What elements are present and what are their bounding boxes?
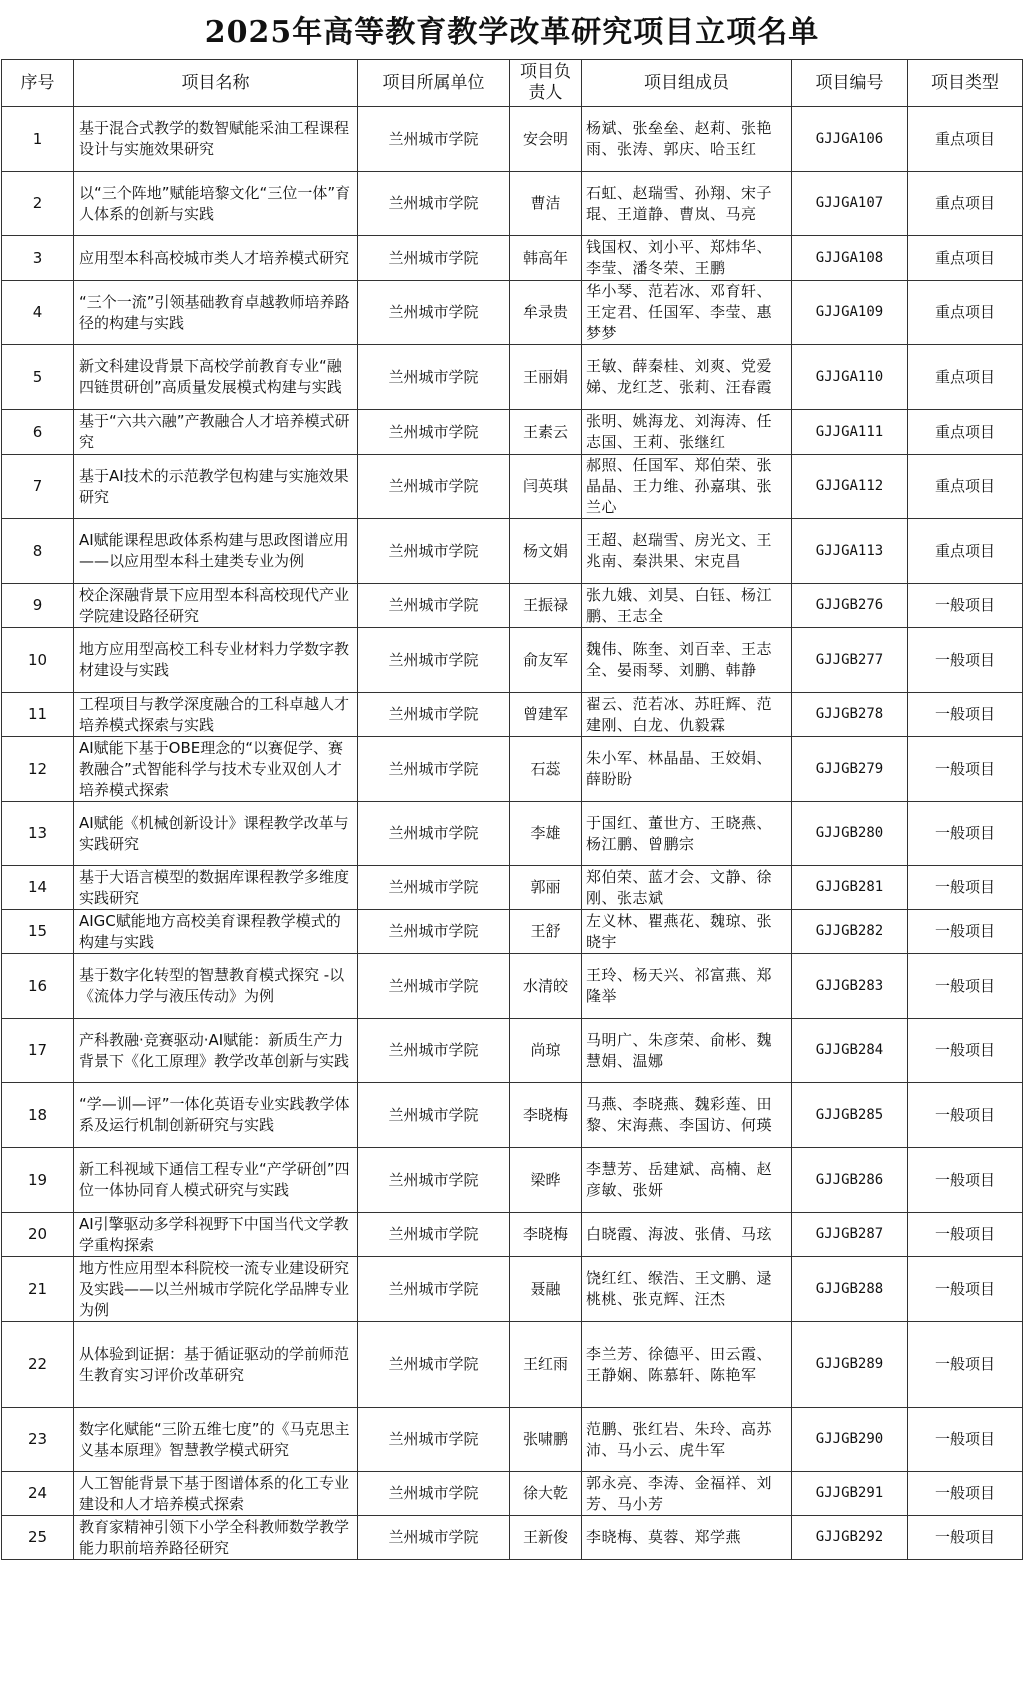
cell-project-name: 新文科建设背景下高校学前教育专业“融四链贯研创”高质量发展模式构建与实践 xyxy=(74,345,358,410)
cell-project-type: 一般项目 xyxy=(908,910,1023,954)
cell-project-name: AI赋能课程思政体系构建与思政图谱应用——以应用型本科土建类专业为例 xyxy=(74,519,358,584)
cell-unit: 兰州城市学院 xyxy=(358,1019,510,1083)
table-body xyxy=(2,107,1023,1560)
cell-unit: 兰州城市学院 xyxy=(358,107,510,172)
cell-no: 14 xyxy=(2,866,74,910)
cell-project-type: 重点项目 xyxy=(908,519,1023,584)
cell-project-code: GJJGA113 xyxy=(792,519,908,584)
cell-project-code: GJJGB279 xyxy=(792,737,908,802)
table-row xyxy=(2,1408,1023,1472)
cell-project-type: 重点项目 xyxy=(908,345,1023,410)
cell-no: 12 xyxy=(2,737,74,802)
cell-unit: 兰州城市学院 xyxy=(358,737,510,802)
header-leader: 项目负责人 xyxy=(510,60,582,107)
cell-leader: 王振禄 xyxy=(510,584,582,628)
cell-project-type: 重点项目 xyxy=(908,410,1023,455)
cell-unit: 兰州城市学院 xyxy=(358,281,510,345)
cell-leader: 安会明 xyxy=(510,107,582,172)
cell-no: 18 xyxy=(2,1083,74,1148)
table-row xyxy=(2,1257,1023,1322)
cell-leader: 李晓梅 xyxy=(510,1213,582,1257)
header-name: 项目名称 xyxy=(74,60,358,107)
cell-unit: 兰州城市学院 xyxy=(358,345,510,410)
cell-project-code: GJJGB282 xyxy=(792,910,908,954)
cell-no: 21 xyxy=(2,1257,74,1322)
cell-no: 22 xyxy=(2,1322,74,1408)
cell-members: 范鹏、张红岩、朱玲、高苏沛、马小云、虎牛军 xyxy=(582,1408,792,1472)
cell-unit: 兰州城市学院 xyxy=(358,866,510,910)
cell-project-name: AI赋能下基于OBE理念的“以赛促学、赛教融合”式智能科学与技术专业双创人才培养模式探索 xyxy=(74,737,358,802)
cell-no: 16 xyxy=(2,954,74,1019)
cell-project-type: 一般项目 xyxy=(908,802,1023,866)
table-row xyxy=(2,281,1023,345)
table-row xyxy=(2,866,1023,910)
table-row xyxy=(2,455,1023,519)
table-row xyxy=(2,910,1023,954)
table-row xyxy=(2,345,1023,410)
cell-project-type: 一般项目 xyxy=(908,737,1023,802)
cell-project-type: 一般项目 xyxy=(908,584,1023,628)
table-row xyxy=(2,693,1023,737)
cell-project-name: AIGC赋能地方高校美育课程教学模式的构建与实践 xyxy=(74,910,358,954)
cell-leader: 石蕊 xyxy=(510,737,582,802)
cell-no: 8 xyxy=(2,519,74,584)
cell-members: 于国红、董世方、王晓燕、杨江鹏、曾鹏宗 xyxy=(582,802,792,866)
cell-leader: 王红雨 xyxy=(510,1322,582,1408)
cell-project-name: 产科教融·竞赛驱动·AI赋能：新质生产力背景下《化工原理》教学改革创新与实践 xyxy=(74,1019,358,1083)
cell-no: 23 xyxy=(2,1408,74,1472)
cell-unit: 兰州城市学院 xyxy=(358,410,510,455)
cell-members: 张明、姚海龙、刘海涛、任志国、王莉、张继红 xyxy=(582,410,792,455)
cell-no: 1 xyxy=(2,107,74,172)
header-unit: 项目所属单位 xyxy=(358,60,510,107)
table-row xyxy=(2,519,1023,584)
cell-project-code: GJJGA109 xyxy=(792,281,908,345)
cell-no: 24 xyxy=(2,1472,74,1516)
header-row xyxy=(2,60,1023,107)
cell-members: 李晓梅、莫蓉、郑学燕 xyxy=(582,1516,792,1560)
header-type: 项目类型 xyxy=(908,60,1023,107)
cell-members: 翟云、范若冰、苏旺辉、范建刚、白龙、仇毅霖 xyxy=(582,693,792,737)
cell-project-type: 一般项目 xyxy=(908,1257,1023,1322)
cell-members: 郭永亮、李涛、金福祥、刘芳、马小芳 xyxy=(582,1472,792,1516)
cell-project-code: GJJGB288 xyxy=(792,1257,908,1322)
cell-members: 马燕、李晓燕、魏彩莲、田黎、宋海燕、李国访、何瑛 xyxy=(582,1083,792,1148)
cell-project-name: 教育家精神引领下小学全科教师数学教学能力职前培养路径研究 xyxy=(74,1516,358,1560)
cell-project-name: 新工科视域下通信工程专业“产学研创”四位一体协同育人模式研究与实践 xyxy=(74,1148,358,1213)
cell-unit: 兰州城市学院 xyxy=(358,519,510,584)
cell-leader: 王舒 xyxy=(510,910,582,954)
cell-unit: 兰州城市学院 xyxy=(358,455,510,519)
table-row xyxy=(2,1148,1023,1213)
cell-unit: 兰州城市学院 xyxy=(358,1408,510,1472)
cell-no: 10 xyxy=(2,628,74,693)
cell-project-code: GJJGB284 xyxy=(792,1019,908,1083)
cell-project-code: GJJGB280 xyxy=(792,802,908,866)
cell-project-name: 工程项目与教学深度融合的工科卓越人才培养模式探索与实践 xyxy=(74,693,358,737)
cell-unit: 兰州城市学院 xyxy=(358,1083,510,1148)
cell-project-type: 重点项目 xyxy=(908,107,1023,172)
header-no: 序号 xyxy=(2,60,74,107)
table-row xyxy=(2,584,1023,628)
cell-project-name: 以“三个阵地”赋能培黎文化“三位一体”育人体系的创新与实践 xyxy=(74,172,358,236)
document-title: 2025年高等教育教学改革研究项目立项名单 xyxy=(204,15,820,50)
cell-members: 李慧芳、岳建斌、高楠、赵彦敏、张妍 xyxy=(582,1148,792,1213)
cell-no: 4 xyxy=(2,281,74,345)
cell-unit: 兰州城市学院 xyxy=(358,954,510,1019)
cell-members: 王超、赵瑞雪、房光文、王兆南、秦洪果、宋克昌 xyxy=(582,519,792,584)
cell-project-type: 一般项目 xyxy=(908,693,1023,737)
cell-members: 石虹、赵瑞雪、孙翔、宋子琨、王道静、曹岚、马亮 xyxy=(582,172,792,236)
cell-project-code: GJJGA108 xyxy=(792,236,908,281)
cell-members: 马明广、朱彦荣、俞彬、魏慧娟、温娜 xyxy=(582,1019,792,1083)
cell-project-code: GJJGB281 xyxy=(792,866,908,910)
cell-members: 张九娥、刘昊、白钰、杨江鹏、王志全 xyxy=(582,584,792,628)
cell-leader: 王素云 xyxy=(510,410,582,455)
table-row xyxy=(2,236,1023,281)
cell-project-type: 一般项目 xyxy=(908,866,1023,910)
cell-project-name: “学—训—评”一体化英语专业实践教学体系及运行机制创新研究与实践 xyxy=(74,1083,358,1148)
cell-members: 朱小军、林晶晶、王姣娟、薛盼盼 xyxy=(582,737,792,802)
cell-project-type: 重点项目 xyxy=(908,172,1023,236)
cell-project-name: 校企深融背景下应用型本科高校现代产业学院建设路径研究 xyxy=(74,584,358,628)
cell-project-type: 一般项目 xyxy=(908,954,1023,1019)
cell-unit: 兰州城市学院 xyxy=(358,1322,510,1408)
cell-leader: 徐大乾 xyxy=(510,1472,582,1516)
cell-project-type: 重点项目 xyxy=(908,281,1023,345)
cell-project-type: 一般项目 xyxy=(908,1083,1023,1148)
cell-members: 华小琴、范若冰、邓育轩、王定君、任国军、李莹、惠梦梦 xyxy=(582,281,792,345)
table-row xyxy=(2,954,1023,1019)
cell-project-name: AI赋能《机械创新设计》课程教学改革与实践研究 xyxy=(74,802,358,866)
table-row xyxy=(2,1472,1023,1516)
cell-members: 左义林、瞿燕花、魏琼、张晓宇 xyxy=(582,910,792,954)
cell-project-code: GJJGB277 xyxy=(792,628,908,693)
cell-project-code: GJJGA106 xyxy=(792,107,908,172)
cell-leader: 梁晔 xyxy=(510,1148,582,1213)
cell-unit: 兰州城市学院 xyxy=(358,584,510,628)
cell-project-name: 地方性应用型本科院校一流专业建设研究及实践——以兰州城市学院化学品牌专业为例 xyxy=(74,1257,358,1322)
cell-project-code: GJJGB290 xyxy=(792,1408,908,1472)
cell-project-type: 一般项目 xyxy=(908,1322,1023,1408)
cell-leader: 李晓梅 xyxy=(510,1083,582,1148)
cell-members: 郝照、任国军、郑伯荣、张晶晶、王力维、孙嘉琪、张兰心 xyxy=(582,455,792,519)
cell-no: 5 xyxy=(2,345,74,410)
cell-project-name: 基于AI技术的示范教学包构建与实施效果研究 xyxy=(74,455,358,519)
table-row xyxy=(2,1516,1023,1560)
cell-leader: 郭丽 xyxy=(510,866,582,910)
header-members: 项目组成员 xyxy=(582,60,792,107)
cell-project-code: GJJGB289 xyxy=(792,1322,908,1408)
cell-project-code: GJJGB283 xyxy=(792,954,908,1019)
cell-project-code: GJJGA112 xyxy=(792,455,908,519)
cell-unit: 兰州城市学院 xyxy=(358,910,510,954)
table-row xyxy=(2,1213,1023,1257)
cell-project-name: 人工智能背景下基于图谱体系的化工专业建设和人才培养模式探索 xyxy=(74,1472,358,1516)
cell-leader: 王丽娟 xyxy=(510,345,582,410)
cell-members: 魏伟、陈奎、刘百幸、王志全、晏雨琴、刘鹏、韩静 xyxy=(582,628,792,693)
cell-project-code: GJJGB286 xyxy=(792,1148,908,1213)
cell-project-code: GJJGB276 xyxy=(792,584,908,628)
cell-unit: 兰州城市学院 xyxy=(358,172,510,236)
cell-leader: 韩高年 xyxy=(510,236,582,281)
cell-members: 饶红红、缑浩、王文鹏、逯桃桃、张克辉、汪杰 xyxy=(582,1257,792,1322)
cell-no: 9 xyxy=(2,584,74,628)
cell-project-type: 一般项目 xyxy=(908,1516,1023,1560)
cell-project-name: 从体验到证据：基于循证驱动的学前师范生教育实习评价改革研究 xyxy=(74,1322,358,1408)
cell-project-type: 一般项目 xyxy=(908,1408,1023,1472)
table-row xyxy=(2,410,1023,455)
cell-members: 王玲、杨天兴、祁富燕、郑隆举 xyxy=(582,954,792,1019)
cell-members: 杨斌、张垒垒、赵莉、张艳雨、张涛、郭庆、哈玉红 xyxy=(582,107,792,172)
cell-no: 15 xyxy=(2,910,74,954)
cell-project-code: GJJGB292 xyxy=(792,1516,908,1560)
cell-project-name: 地方应用型高校工科专业材料力学数字教材建设与实践 xyxy=(74,628,358,693)
cell-no: 2 xyxy=(2,172,74,236)
cell-project-type: 一般项目 xyxy=(908,628,1023,693)
cell-unit: 兰州城市学院 xyxy=(358,1213,510,1257)
cell-project-name: AI引擎驱动多学科视野下中国当代文学教学重构探索 xyxy=(74,1213,358,1257)
cell-leader: 尚琼 xyxy=(510,1019,582,1083)
cell-project-type: 一般项目 xyxy=(908,1148,1023,1213)
cell-unit: 兰州城市学院 xyxy=(358,628,510,693)
cell-leader: 俞友军 xyxy=(510,628,582,693)
cell-no: 7 xyxy=(2,455,74,519)
cell-leader: 曾建军 xyxy=(510,693,582,737)
cell-project-type: 重点项目 xyxy=(908,236,1023,281)
cell-members: 钱国权、刘小平、郑炜华、李莹、潘冬荣、王鹏 xyxy=(582,236,792,281)
cell-project-name: 应用型本科高校城市类人才培养模式研究 xyxy=(74,236,358,281)
table-row xyxy=(2,172,1023,236)
cell-members: 李兰芳、徐德平、田云霞、王静娴、陈慕轩、陈艳军 xyxy=(582,1322,792,1408)
cell-project-name: 基于“六共六融”产教融合人才培养模式研究 xyxy=(74,410,358,455)
cell-no: 25 xyxy=(2,1516,74,1560)
cell-project-code: GJJGB278 xyxy=(792,693,908,737)
cell-project-name: 数字化赋能“三阶五维七度”的《马克思主义基本原理》智慧教学模式研究 xyxy=(74,1408,358,1472)
table-header xyxy=(2,60,1023,107)
project-table xyxy=(1,59,1023,1560)
cell-project-code: GJJGA107 xyxy=(792,172,908,236)
cell-unit: 兰州城市学院 xyxy=(358,1257,510,1322)
cell-unit: 兰州城市学院 xyxy=(358,1516,510,1560)
cell-members: 郑伯荣、蓝才会、文静、徐刚、张志斌 xyxy=(582,866,792,910)
cell-project-name: “三个一流”引领基础教育卓越教师培养路径的构建与实践 xyxy=(74,281,358,345)
cell-no: 3 xyxy=(2,236,74,281)
cell-project-code: GJJGB285 xyxy=(792,1083,908,1148)
cell-no: 13 xyxy=(2,802,74,866)
table-row xyxy=(2,628,1023,693)
header-code: 项目编号 xyxy=(792,60,908,107)
cell-project-type: 一般项目 xyxy=(908,1472,1023,1516)
table-row xyxy=(2,802,1023,866)
cell-leader: 曹洁 xyxy=(510,172,582,236)
cell-leader: 牟录贵 xyxy=(510,281,582,345)
cell-no: 6 xyxy=(2,410,74,455)
cell-unit: 兰州城市学院 xyxy=(358,693,510,737)
cell-project-name: 基于数字化转型的智慧教育模式探究 -以《流体力学与液压传动》为例 xyxy=(74,954,358,1019)
cell-project-code: GJJGB287 xyxy=(792,1213,908,1257)
cell-no: 19 xyxy=(2,1148,74,1213)
cell-no: 11 xyxy=(2,693,74,737)
cell-leader: 张啸鹏 xyxy=(510,1408,582,1472)
cell-project-code: GJJGA110 xyxy=(792,345,908,410)
cell-project-type: 一般项目 xyxy=(908,1213,1023,1257)
cell-leader: 聂融 xyxy=(510,1257,582,1322)
cell-project-code: GJJGA111 xyxy=(792,410,908,455)
cell-no: 20 xyxy=(2,1213,74,1257)
table-row xyxy=(2,737,1023,802)
cell-unit: 兰州城市学院 xyxy=(358,802,510,866)
cell-unit: 兰州城市学院 xyxy=(358,236,510,281)
cell-project-code: GJJGB291 xyxy=(792,1472,908,1516)
table-row xyxy=(2,1019,1023,1083)
cell-leader: 王新俊 xyxy=(510,1516,582,1560)
cell-leader: 水清皎 xyxy=(510,954,582,1019)
table-row xyxy=(2,107,1023,172)
cell-leader: 杨文娟 xyxy=(510,519,582,584)
cell-project-name: 基于大语言模型的数据库课程教学多维度实践研究 xyxy=(74,866,358,910)
cell-unit: 兰州城市学院 xyxy=(358,1148,510,1213)
cell-no: 17 xyxy=(2,1019,74,1083)
cell-unit: 兰州城市学院 xyxy=(358,1472,510,1516)
cell-leader: 闫英琪 xyxy=(510,455,582,519)
cell-project-name: 基于混合式教学的数智赋能采油工程课程设计与实施效果研究 xyxy=(74,107,358,172)
cell-leader: 李雄 xyxy=(510,802,582,866)
cell-members: 白晓霞、海波、张倩、马玹 xyxy=(582,1213,792,1257)
table-row xyxy=(2,1322,1023,1408)
table-row xyxy=(2,1083,1023,1148)
cell-project-type: 重点项目 xyxy=(908,455,1023,519)
cell-project-type: 一般项目 xyxy=(908,1019,1023,1083)
cell-members: 王敏、薛秦桂、刘爽、党爱娣、龙红芝、张莉、汪春霞 xyxy=(582,345,792,410)
